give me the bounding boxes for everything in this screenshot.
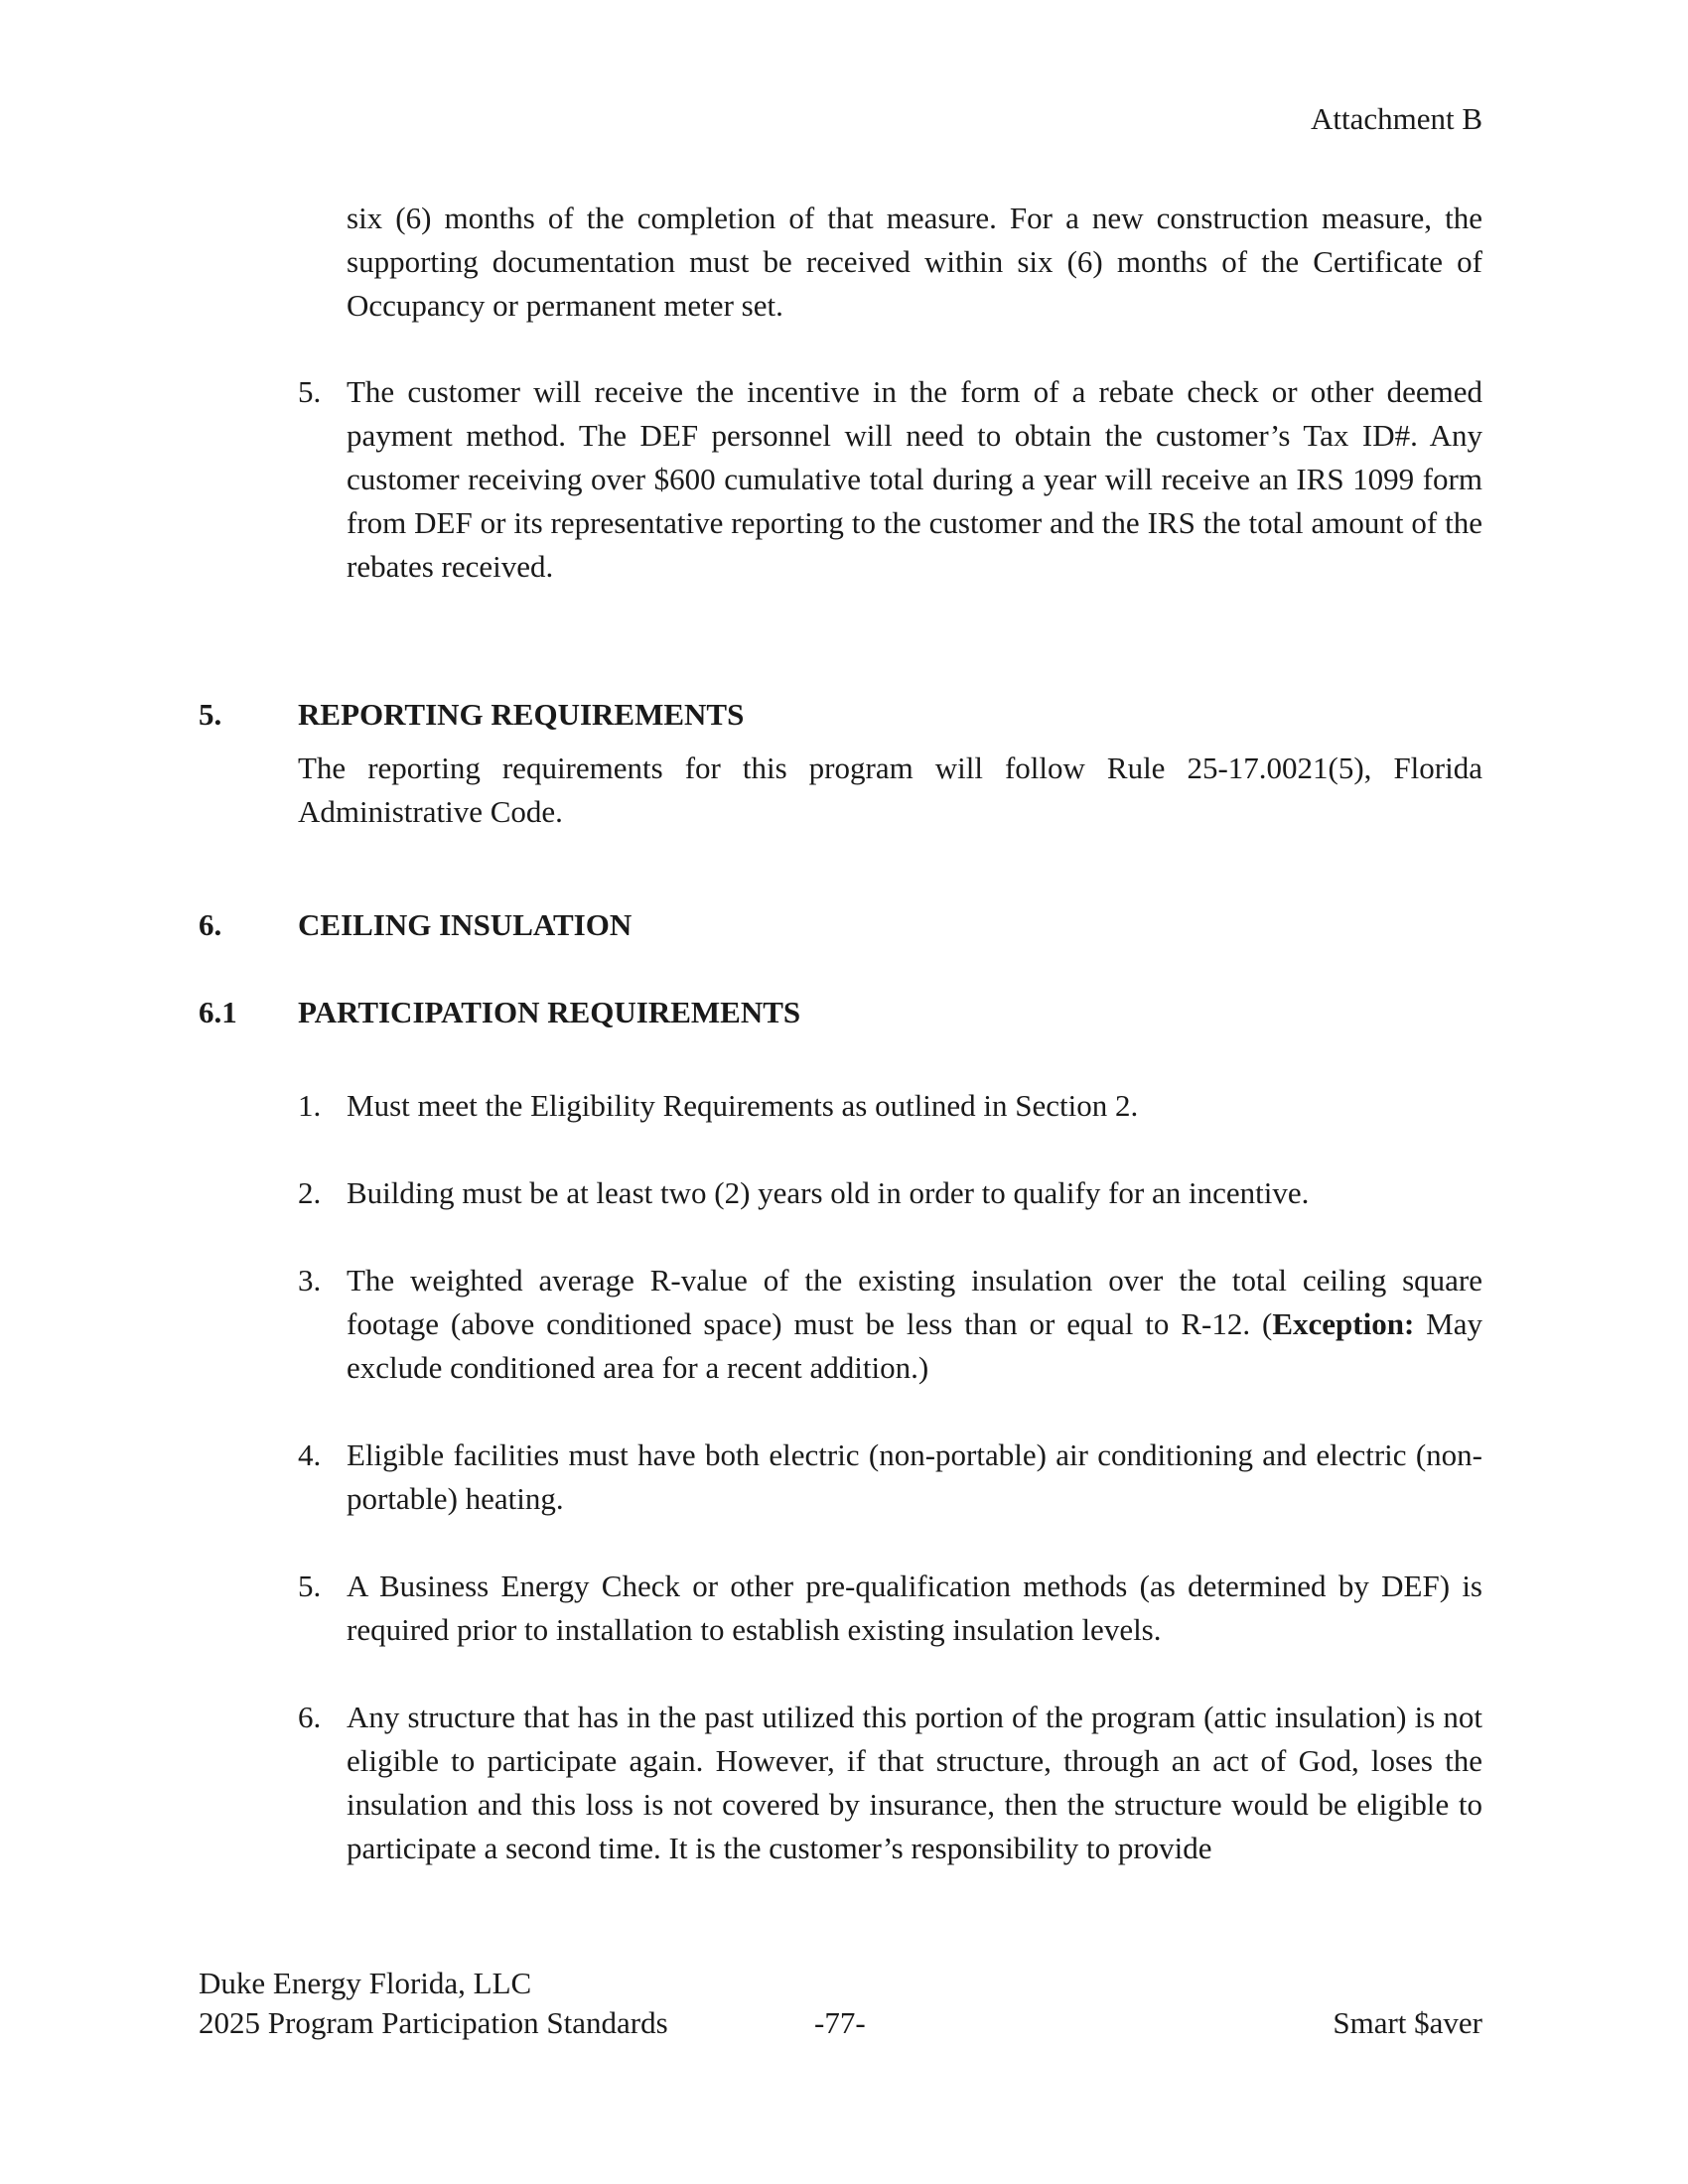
- section-number: 6.1: [199, 995, 237, 1029]
- section-5-body: The reporting requirements for this program will follow Rule 25-17.0021(5), Florida Administrative Code.: [298, 751, 1482, 829]
- list-item: [298, 1171, 1482, 1215]
- section-title: REPORTING REQUIREMENTS: [298, 697, 745, 732]
- list-item: [298, 370, 1482, 589]
- list-item-number: 3.: [298, 1263, 322, 1297]
- list-item-text-part: May exclude conditioned area for a recent addition.): [347, 1306, 1482, 1385]
- list-item-number: 5.: [298, 374, 322, 409]
- footer-program-name: Smart $aver: [1333, 2005, 1482, 2040]
- list-item-text-part: The weighted average R-value of the existing insulation over the total ceiling square footage (above conditioned space) must be less than or equal to R-12. (: [347, 1263, 1482, 1341]
- list-item-text: Eligible facilities must have both electric (non-portable) air conditioning and electric (non-portable) heating.: [347, 1437, 1482, 1516]
- list-item-text: Must meet the Eligibility Requirements as outlined in Section 2.: [347, 1088, 1139, 1123]
- footer-document-title: 2025 Program Participation Standards: [199, 2005, 668, 2040]
- list-item-number: 6.: [298, 1700, 322, 1734]
- list-item-text: A Business Energy Check or other pre-qualification methods (as determined by DEF) is required prior to installation to establish existing insulation levels.: [347, 1569, 1482, 1647]
- footer-company: Duke Energy Florida, LLC: [199, 1966, 532, 2000]
- list-item-text: Building must be at least two (2) years old in order to qualify for an incentive.: [347, 1175, 1310, 1210]
- list-item-text: Any structure that has in the past utilized this portion of the program (attic insulation) is not eligible to participate again. However, if that structure, through an act of God, loses the insulation and this loss is not covered by insurance, then the structure would be eligible to participate a second time. It is the customer’s responsibility to provide: [347, 1700, 1482, 1865]
- section-title: PARTICIPATION REQUIREMENTS: [298, 995, 801, 1029]
- list-item-number: 1.: [298, 1088, 322, 1123]
- footer-page-number: -77-: [814, 2005, 866, 2040]
- list-item: [298, 1084, 1482, 1128]
- list-item-text: [347, 1259, 1482, 1390]
- attachment-label: Attachment B: [1310, 101, 1482, 136]
- list-item: [298, 1565, 1482, 1652]
- exception-label: Exception:: [1272, 1306, 1415, 1341]
- section-number: 5.: [199, 697, 222, 732]
- list-item: [298, 1433, 1482, 1521]
- continuation-paragraph: six (6) months of the completion of that measure. For a new construction measure, the supporting documentation must be received within six (6) months of the Certificate of Occupancy or permanent meter set.: [347, 201, 1482, 323]
- list-item-text: The customer will receive the incentive in the form of a rebate check or other deemed payment method. The DEF personnel will need to obtain the customer’s Tax ID#. Any customer receiving over $600 cumulative total during a year will receive an IRS 1099 form from DEF or its representative reporting to the customer and the IRS the total amount of the rebates received.: [347, 374, 1482, 584]
- section-number: 6.: [199, 907, 222, 942]
- list-item-number: 4.: [298, 1437, 322, 1472]
- list-item-number: 5.: [298, 1569, 322, 1603]
- list-item-number: 2.: [298, 1175, 322, 1210]
- section-title: CEILING INSULATION: [298, 907, 633, 942]
- list-item: [298, 1259, 1482, 1390]
- list-item: [298, 1696, 1482, 1870]
